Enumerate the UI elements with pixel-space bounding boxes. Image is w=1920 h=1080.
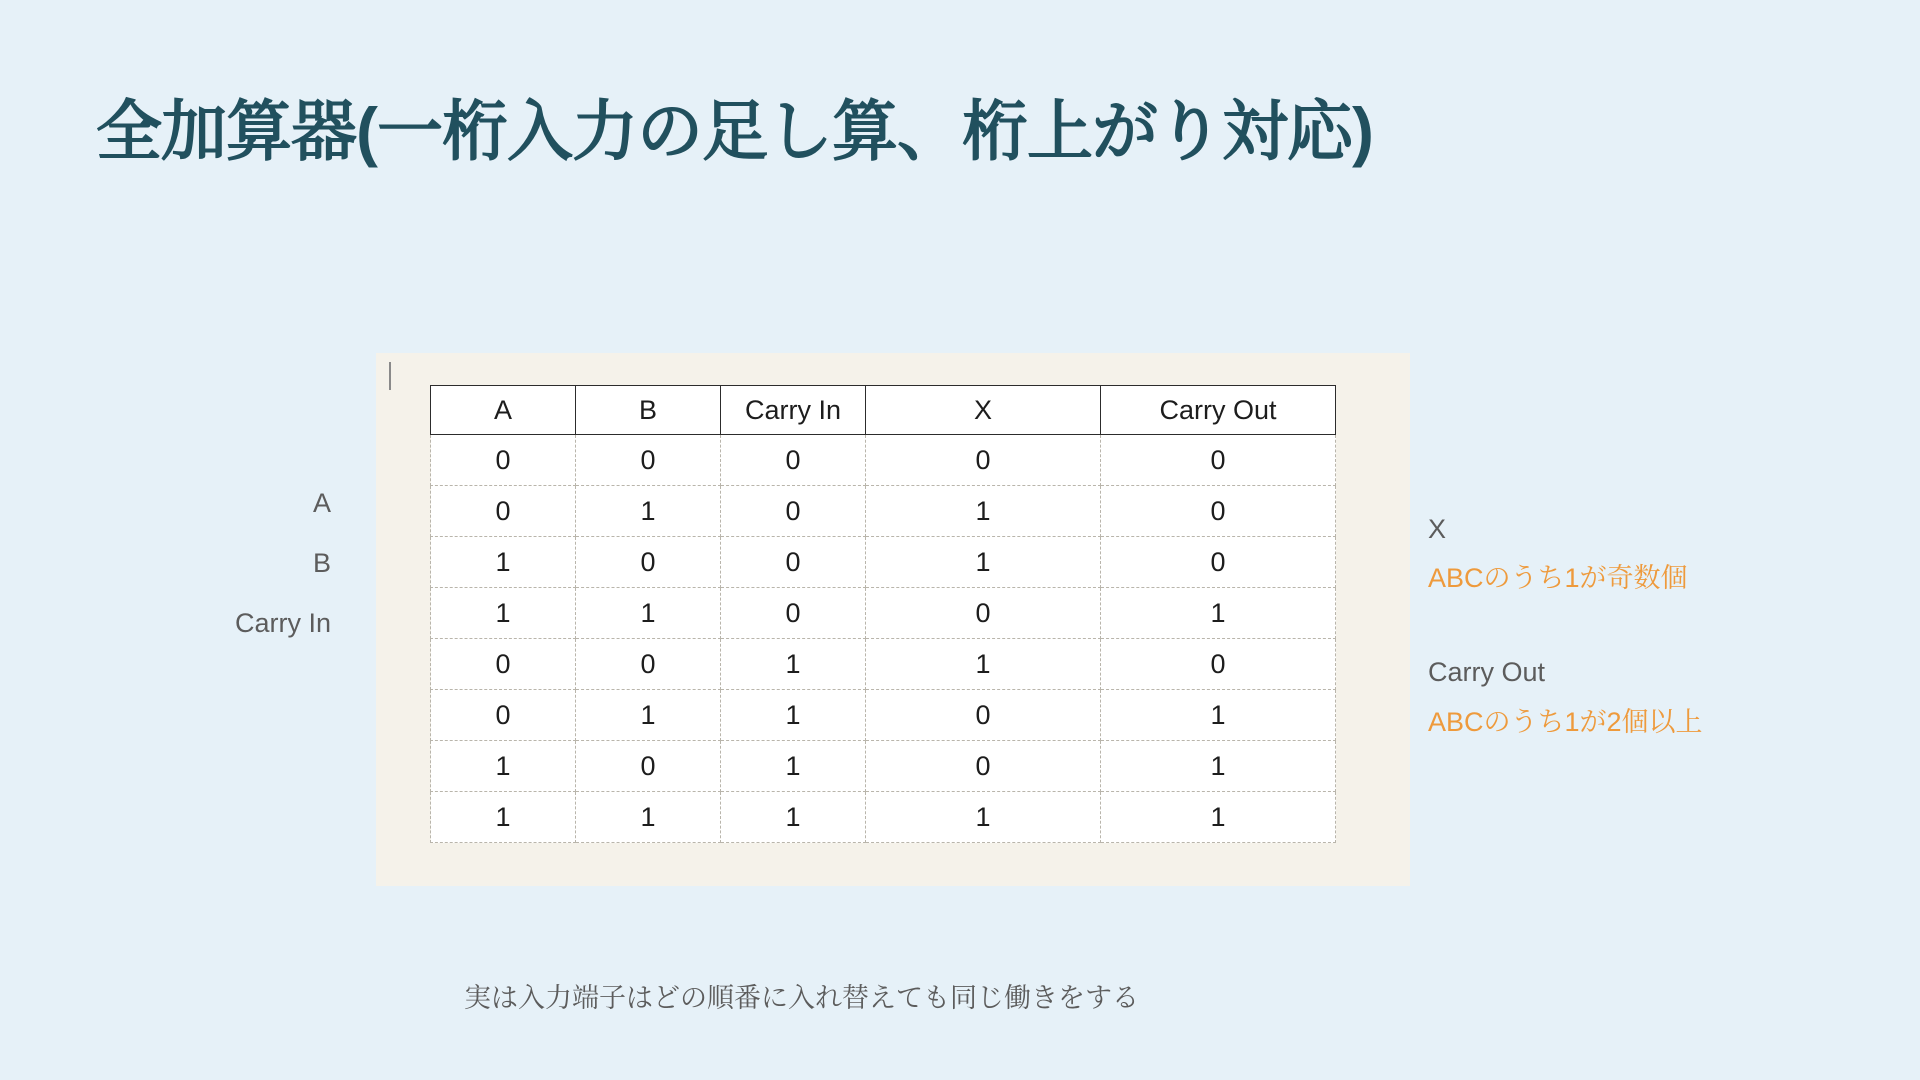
truth-table xyxy=(430,385,1336,843)
cell-carry-in-r2: 0 xyxy=(721,486,866,537)
cell-x-r1: 0 xyxy=(866,435,1101,486)
cell-carry-in-r7: 1 xyxy=(721,741,866,792)
cell-x-r4: 0 xyxy=(866,588,1101,639)
cell-x-r2: 1 xyxy=(866,486,1101,537)
cell-carry-out-r5: 0 xyxy=(1101,639,1336,690)
cell-b-r2: 1 xyxy=(576,486,721,537)
cell-carry-in-r6: 1 xyxy=(721,690,866,741)
table-row xyxy=(431,690,1336,741)
cell-carry-out-r7: 1 xyxy=(1101,741,1336,792)
cell-b-r8: 1 xyxy=(576,792,721,843)
cell-b-r3: 0 xyxy=(576,537,721,588)
cell-b-r6: 1 xyxy=(576,690,721,741)
cell-x-r5: 1 xyxy=(866,639,1101,690)
input-label-carry-in: Carry In xyxy=(234,608,331,638)
cell-a-r2: 0 xyxy=(431,486,576,537)
cell-a-r7: 1 xyxy=(431,741,576,792)
cell-b-r7: 0 xyxy=(576,741,721,792)
column-header-a: A xyxy=(431,386,576,435)
table-row xyxy=(431,639,1336,690)
cell-a-r1: 0 xyxy=(431,435,576,486)
table-row xyxy=(431,741,1336,792)
cell-carry-in-r1: 0 xyxy=(721,435,866,486)
table-row xyxy=(431,588,1336,639)
cell-carry-out-r8: 1 xyxy=(1101,792,1336,843)
annotation-x-description: ABCのうち1が奇数個 xyxy=(1428,563,1688,593)
annotation-x-title: X xyxy=(1428,514,1447,544)
slide-footnote: 実は入力端子はどの順番に入れ替えても同じ働きをする xyxy=(464,983,1139,1013)
input-label-a: A xyxy=(312,488,331,518)
text-caret-icon xyxy=(389,362,391,390)
cell-b-r4: 1 xyxy=(576,588,721,639)
table-row xyxy=(431,792,1336,843)
cell-carry-out-r6: 1 xyxy=(1101,690,1336,741)
cell-x-r3: 1 xyxy=(866,537,1101,588)
page-title: 全加算器(一桁入力の足し算、桁上がり対応) xyxy=(96,94,1373,168)
column-header-b: B xyxy=(576,386,721,435)
cell-a-r5: 0 xyxy=(431,639,576,690)
cell-x-r7: 0 xyxy=(866,741,1101,792)
cell-a-r6: 0 xyxy=(431,690,576,741)
column-header-carry-in: Carry In xyxy=(721,386,866,435)
table-row xyxy=(431,486,1336,537)
annotation-carry-out-title: Carry Out xyxy=(1428,657,1546,687)
table-header-row xyxy=(431,386,1336,435)
cell-carry-in-r4: 0 xyxy=(721,588,866,639)
table-row xyxy=(431,435,1336,486)
cell-carry-out-r4: 1 xyxy=(1101,588,1336,639)
cell-carry-in-r5: 1 xyxy=(721,639,866,690)
truth-table-panel xyxy=(376,353,1410,886)
table-row xyxy=(431,537,1336,588)
cell-carry-in-r8: 1 xyxy=(721,792,866,843)
cell-x-r8: 1 xyxy=(866,792,1101,843)
annotation-carry-out-description: ABCのうち1が2個以上 xyxy=(1428,707,1703,737)
cell-x-r6: 0 xyxy=(866,690,1101,741)
cell-a-r8: 1 xyxy=(431,792,576,843)
cell-a-r3: 1 xyxy=(431,537,576,588)
cell-carry-out-r1: 0 xyxy=(1101,435,1336,486)
column-header-x: X xyxy=(866,386,1101,435)
cell-carry-out-r2: 0 xyxy=(1101,486,1336,537)
cell-carry-out-r3: 0 xyxy=(1101,537,1336,588)
column-header-carry-out: Carry Out xyxy=(1101,386,1336,435)
cell-b-r5: 0 xyxy=(576,639,721,690)
truth-table-body xyxy=(431,435,1336,843)
cell-a-r4: 1 xyxy=(431,588,576,639)
cell-carry-in-r3: 0 xyxy=(721,537,866,588)
input-label-b: B xyxy=(312,548,331,578)
cell-b-r1: 0 xyxy=(576,435,721,486)
